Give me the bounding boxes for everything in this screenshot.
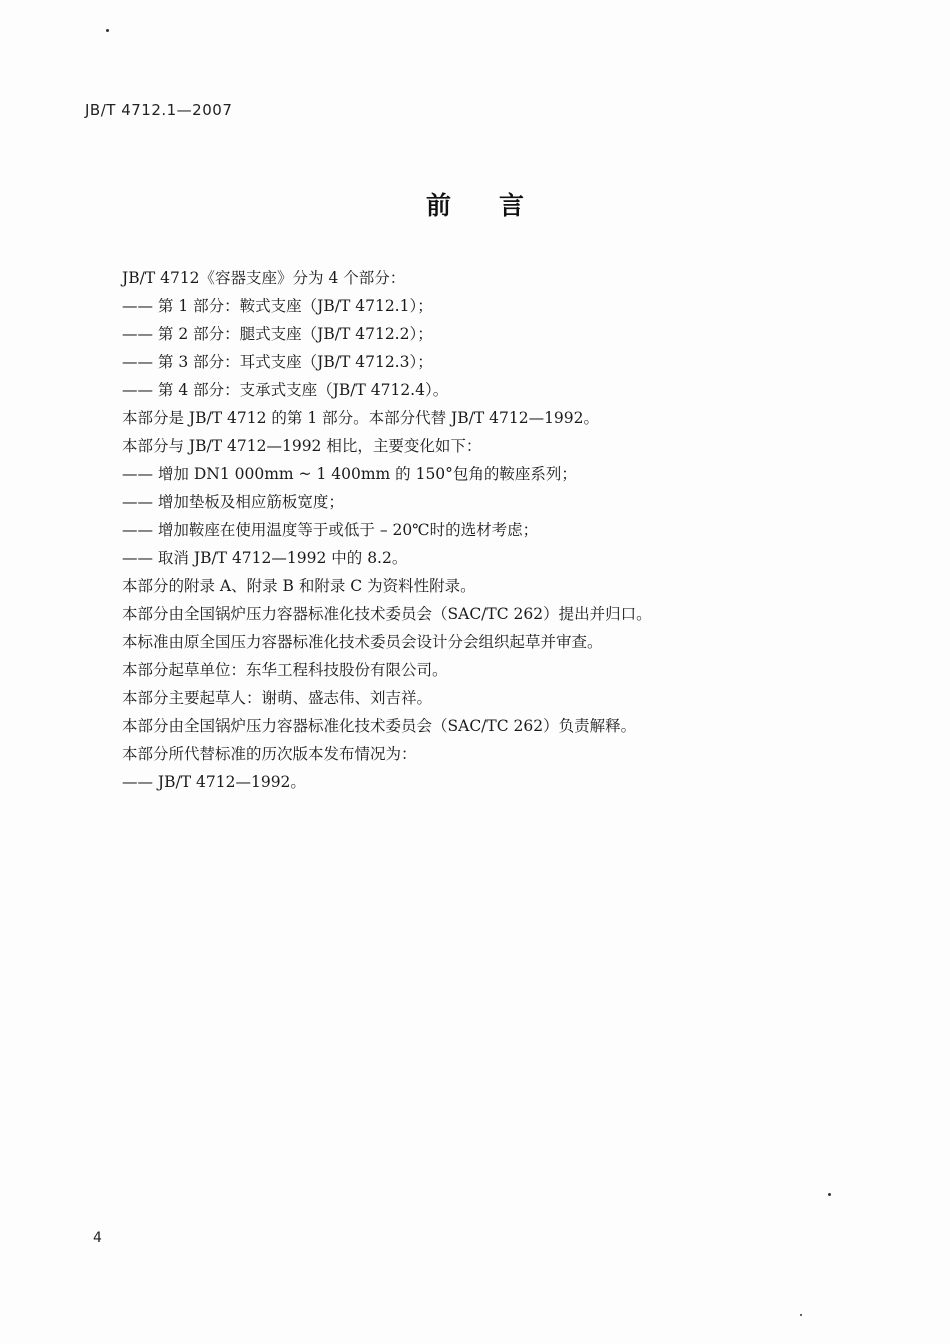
standard-code-header: JB/T 4712.1—2007 (85, 101, 233, 119)
paragraph-interpretation: 本部分由全国锅炉压力容器标准化技术委员会（SAC/TC 262）负责解释。 (122, 717, 637, 735)
scan-speck (106, 29, 109, 32)
list-item-part-1: —— 第 1 部分：鞍式支座（JB/T 4712.1）； (122, 297, 433, 315)
paragraph-history-intro: 本部分所代替标准的历次版本发布情况为： (122, 745, 417, 763)
paragraph-appendices: 本部分的附录 A、附录 B 和附录 C 为资料性附录。 (122, 577, 476, 595)
paragraph-drafters: 本部分主要起草人：谢萌、盛志伟、刘吉祥。 (122, 689, 433, 707)
paragraph-replacement: 本部分是 JB/T 4712 的第 1 部分。本部分代替 JB/T 4712—1992。 (122, 409, 600, 427)
paragraph-drafted-by-org: 本标准由原全国压力容器标准化技术委员会设计分会组织起草并审查。 (122, 633, 603, 651)
list-item-part-4: —— 第 4 部分：支承式支座（JB/T 4712.4）。 (122, 381, 449, 399)
paragraph-intro: JB/T 4712《容器支座》分为 4 个部分： (122, 269, 406, 287)
list-item-part-2: —— 第 2 部分：腿式支座（JB/T 4712.2）； (122, 325, 433, 343)
page-number: 4 (93, 1230, 102, 1246)
list-item-history-1: —— JB/T 4712—1992。 (122, 773, 306, 791)
paragraph-changes-intro: 本部分与 JB/T 4712—1992 相比，主要变化如下： (122, 437, 482, 455)
page-title: 前言 (425, 191, 572, 220)
list-item-change-1: —— 增加 DN1 000mm ~ 1 400mm 的 150°包角的鞍座系列； (122, 465, 577, 483)
scan-speck (828, 1193, 831, 1196)
list-item-change-3: —— 增加鞍座在使用温度等于或低于 – 20℃时的选材考虑； (122, 521, 539, 539)
list-item-part-3: —— 第 3 部分：耳式支座（JB/T 4712.3）； (122, 353, 433, 371)
scan-speck (800, 1314, 802, 1316)
list-item-change-4: —— 取消 JB/T 4712—1992 中的 8.2。 (122, 549, 408, 567)
paragraph-drafting-unit: 本部分起草单位：东华工程科技股份有限公司。 (122, 661, 448, 679)
list-item-change-2: —— 增加垫板及相应筋板宽度； (122, 493, 344, 511)
paragraph-proposed-by: 本部分由全国锅炉压力容器标准化技术委员会（SAC/TC 262）提出并归口。 (122, 605, 652, 623)
